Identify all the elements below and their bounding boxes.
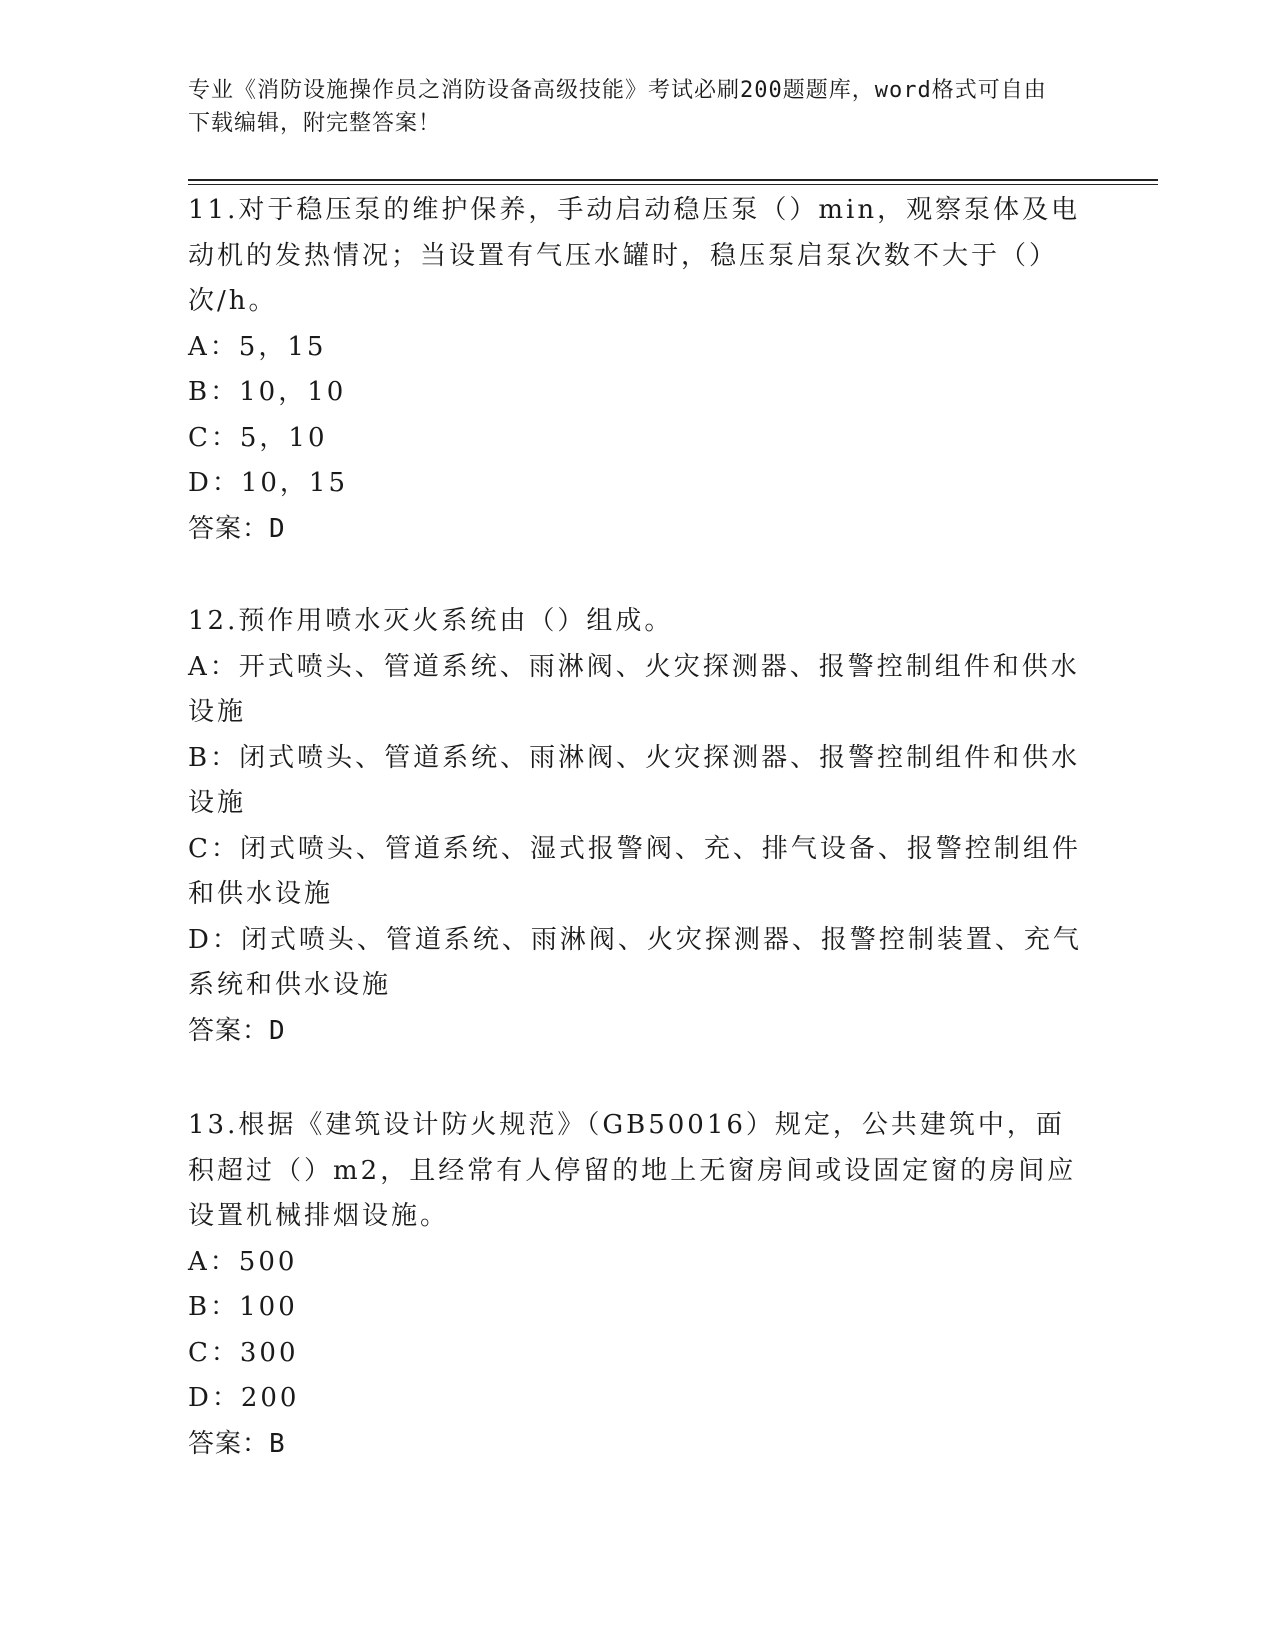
question-13 (188, 1103, 1088, 1467)
option-a: A：500 (188, 1246, 298, 1277)
option-d: D：200 (188, 1383, 300, 1413)
option-a: A：开式喷头、管道系统、雨淋阀、火灾探测器、报警控制组件和供水设施 (188, 651, 1080, 727)
question-stem: 11.对于稳压泵的维护保养，手动启动稳压泵（）min，观察泵体及电动机的发热情况；当设置有气压水罐时，稳压泵启泵次数不大于（）次/h。 (188, 195, 1081, 316)
answer-line: 答案：D (188, 513, 286, 544)
option-a: A：5，15 (188, 331, 327, 362)
option-d: D：10，15 (188, 468, 349, 498)
option-d: D：闭式喷头、管道系统、雨淋阀、火灾探测器、报警控制装置、充气系统和供水设施 (188, 924, 1082, 1000)
header-divider-bottom (188, 184, 1158, 185)
option-b: B：100 (188, 1292, 298, 1322)
question-12 (188, 599, 1088, 1054)
option-c: C：闭式喷头、管道系统、湿式报警阀、充、排气设备、报警控制组件和供水设施 (188, 833, 1081, 909)
document-header: 专业《消防设施操作员之消防设备高级技能》考试必刷200题题库，word格式可自由下载编辑，附完整答案！ (188, 78, 1047, 136)
option-c: C：300 (188, 1337, 299, 1368)
header-divider-top (188, 179, 1158, 181)
option-c: C：5，10 (188, 422, 328, 453)
option-b: B：10，10 (188, 377, 347, 407)
question-stem: 12.预作用喷水灭火系统由（）组成。 (188, 606, 674, 636)
answer-line: 答案：D (188, 1015, 286, 1046)
option-b: B：闭式喷头、管道系统、雨淋阀、火灾探测器、报警控制组件和供水设施 (188, 742, 1081, 818)
question-stem: 13.根据《建筑设计防火规范》（GB50016）规定，公共建筑中，面积超过（）m2，且经常有人停留的地上无窗房间或设固定窗的房间应设置机械排烟设施。 (188, 1110, 1077, 1231)
question-11 (188, 188, 1088, 552)
answer-line: 答案：B (188, 1428, 286, 1459)
